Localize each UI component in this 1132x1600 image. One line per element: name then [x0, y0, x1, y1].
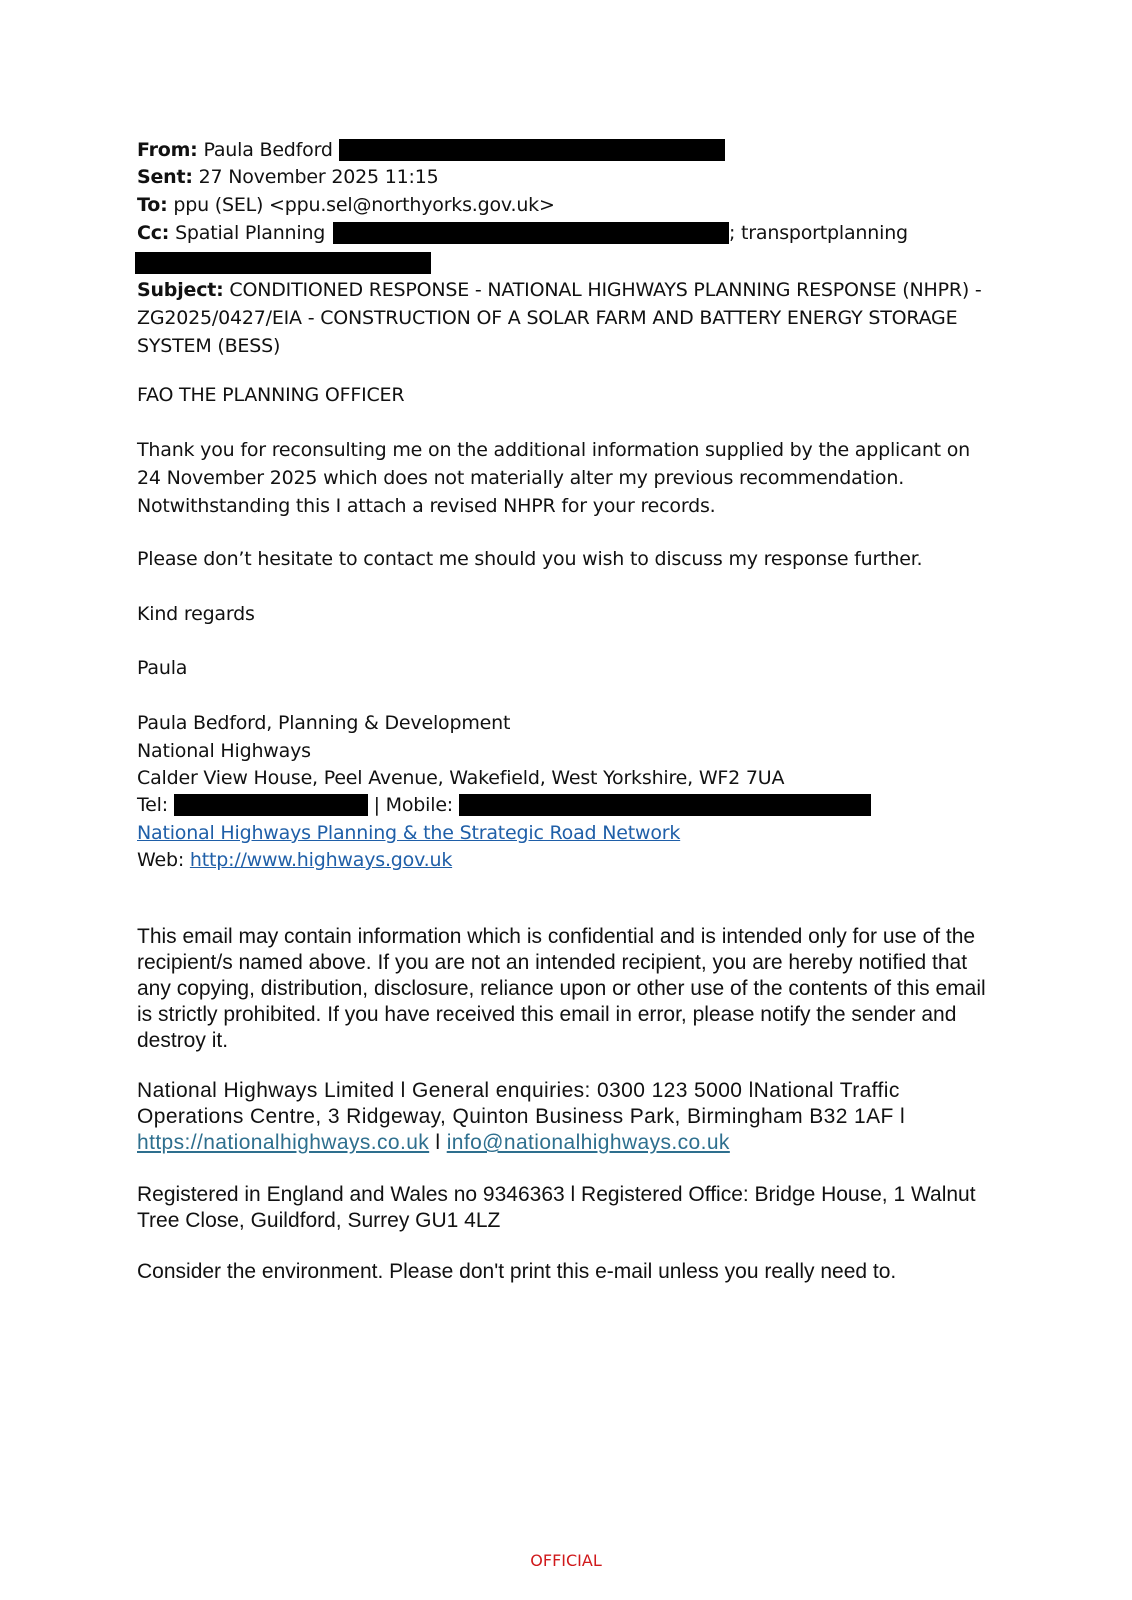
- subject-label: Subject:: [137, 279, 224, 301]
- mobile-label: | Mobile:: [373, 794, 454, 816]
- web-line: [137, 846, 1017, 874]
- sent-value: 27 November 2025 11:15: [198, 166, 439, 188]
- signature-line-1: Paula Bedford, Planning & Development: [137, 712, 511, 734]
- strategic-road-network-line: [137, 819, 1017, 847]
- to-line: [137, 191, 555, 219]
- sender-name: Paula: [137, 657, 188, 679]
- subject-line: [137, 276, 1017, 360]
- subject-value: CONDITIONED RESPONSE - NATIONAL HIGHWAYS PLANNING RESPONSE (NHPR) - ZG2025/0427/EIA - CONSTRUCTION OF A SOLAR FARM AND BATTERY ENERGY STORAGE SYSTEM (BESS): [137, 279, 982, 357]
- redacted-block: [333, 222, 729, 244]
- from-line: [137, 136, 725, 164]
- signature-line-3: Calder View House, Peel Avenue, Wakefield, West Yorkshire, WF2 7UA: [137, 767, 785, 789]
- highways-website-link[interactable]: http://www.highways.gov.uk: [189, 849, 453, 871]
- national-highways-site-link[interactable]: https://nationalhighways.co.uk: [137, 1131, 430, 1154]
- from-label: From:: [137, 139, 198, 161]
- signature-line-2: National Highways: [137, 740, 311, 762]
- redacted-block: [174, 794, 368, 816]
- cc-line: [137, 219, 908, 247]
- strategic-road-network-link[interactable]: National Highways Planning & the Strategic Road Network: [137, 822, 681, 844]
- company-details: [137, 1078, 997, 1156]
- security-marking: OFFICIAL: [530, 1551, 602, 1570]
- tel-label: Tel:: [137, 794, 168, 816]
- regards: Kind regards: [137, 603, 255, 625]
- sent-label: Sent:: [137, 166, 193, 188]
- to-value: ppu (SEL) <ppu.sel@northyorks.gov.uk>: [173, 194, 555, 216]
- cc-value-2: ; transportplanning: [729, 222, 908, 244]
- fao-line: FAO THE PLANNING OFFICER: [137, 384, 405, 406]
- redacted-block: [135, 252, 431, 274]
- paragraph-2: Please don’t hesitate to contact me should you wish to discuss my response further.: [137, 548, 923, 570]
- confidentiality-disclaimer: This email may contain information which is confidential and is intended only for use of the recipient/s named above. If you are not an intended recipient, you are hereby notified that any copying, distribution, disclosure, reliance upon or other use of the contents of this email is strictly prohibited. If you have received this email in error, please notify the sender and destroy it.: [137, 925, 986, 1052]
- redacted-block: [459, 794, 871, 816]
- web-label: Web:: [137, 849, 185, 871]
- link-separator: l: [429, 1131, 447, 1154]
- info-email-link[interactable]: info@nationalhighways.co.uk: [446, 1131, 730, 1154]
- cc-label: Cc:: [137, 222, 170, 244]
- company-line: National Highways Limited l General enquiries: 0300 123 5000 lNational Traffic Operations Centre, 3 Ridgeway, Quinton Business Park, Birmingham B32 1AF l: [137, 1079, 906, 1128]
- registered-office: Registered in England and Wales no 9346363 l Registered Office: Bridge House, 1 Walnut Tree Close, Guildford, Surrey GU1 4LZ: [137, 1183, 976, 1232]
- cc-value: Spatial Planning: [175, 222, 326, 244]
- environment-note: Consider the environment. Please don't print this e-mail unless you really need to.: [137, 1260, 897, 1283]
- from-value: Paula Bedford: [203, 139, 333, 161]
- redacted-block: [339, 139, 725, 161]
- contact-line: [137, 791, 1017, 819]
- sent-line: [137, 163, 438, 191]
- to-label: To:: [137, 194, 168, 216]
- paragraph-1: Thank you for reconsulting me on the additional information supplied by the applicant on 24 November 2025 which does not materially alter my previous recommendation. Notwithstanding this I attach a revised NHPR for your records.: [137, 439, 971, 517]
